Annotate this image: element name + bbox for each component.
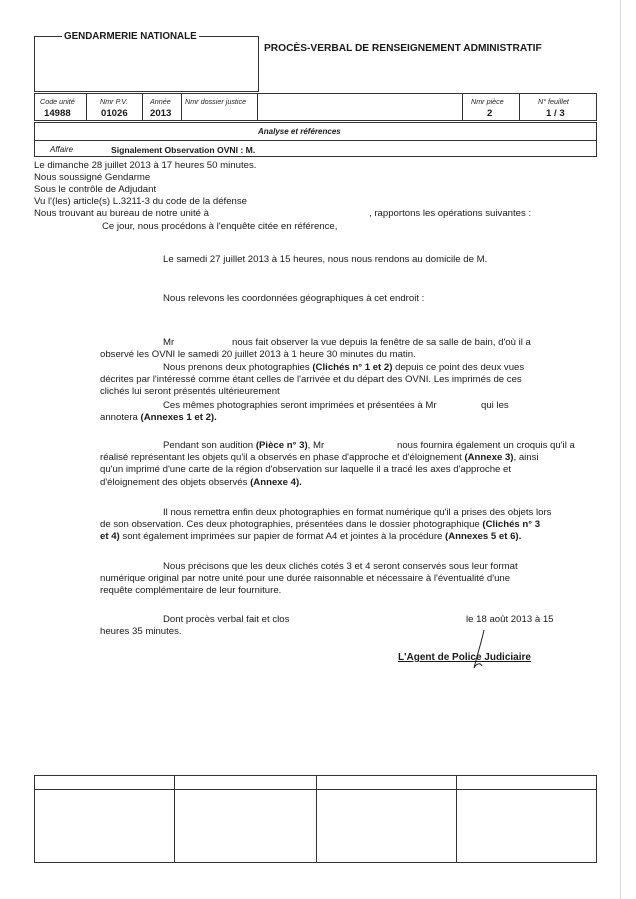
body-paragraph: Nous relevons les coordonnées géographiques à cet endroit : [163, 293, 425, 304]
body-paragraph: décrites par l'intéressé comme étant celles de l'arrivée et du départ des OVNI. Les imprimés de ces [100, 374, 522, 385]
body-paragraph: heures 35 minutes. [100, 626, 182, 637]
scan-edge-line [620, 0, 621, 899]
body-paragraph: d'éloignement des objets observés (Annexe 4). [100, 477, 302, 488]
intro-line: Le dimanche 28 juillet 2013 à 17 heures 50 minutes. [34, 160, 257, 171]
body-paragraph: Ces mêmes photographies seront imprimées et présentées à Mr [163, 400, 437, 411]
body-paragraph: Il nous remettra enfin deux photographies en format numérique qu'il a prises des objets lors [163, 507, 552, 518]
body-paragraph: réalisé représentant les objets qu'il a observés en phase d'approche et d'éloignement (Annexe 3), ainsi [100, 452, 539, 463]
intro-line: Nous trouvant au bureau de notre unité à [34, 208, 209, 219]
annee-value: 2013 [150, 108, 172, 119]
body-paragraph: qu'un imprimé d'une carte de la région d'observation sur laquelle il a tracé les axes d'approche et [100, 464, 512, 475]
piece-value: 2 [487, 108, 493, 119]
intro-line: Nous soussigné Gendarme [34, 172, 151, 183]
body-paragraph: Dont procès verbal fait et clos [163, 614, 290, 625]
affaire-label: Affaire [50, 145, 74, 154]
intro-line: Vu l'(les) article(s) L.3211-3 du code de la défense [34, 196, 248, 207]
body-paragraph: Nous précisons que les deux clichés cotés 3 et 4 seront conservés sous leur format [163, 561, 518, 572]
body-paragraph: de son observation. Ces deux photographies, présentées dans le dossier photographique (Clichés n° 3 [100, 519, 541, 530]
nmr-pv-value: 01026 [101, 108, 128, 119]
body-paragraph: qui les [481, 400, 509, 411]
body-paragraph: nous fournira également un croquis qu'il a [397, 440, 575, 451]
body-paragraph: clichés lui seront présentés ultérieurement [100, 386, 280, 397]
body-paragraph: Mr [163, 337, 175, 348]
field-divider [142, 93, 143, 121]
body-paragraph: requête complémentaire de leur fourniture. [100, 585, 282, 596]
feuillet-value: 1 / 3 [546, 108, 565, 119]
dossier-label: Nmr dossier justice [185, 97, 247, 106]
field-divider [257, 93, 258, 121]
nmr-pv-label: Nmr P.V. [100, 97, 128, 106]
code-unite-label: Code unité [40, 97, 75, 106]
intro-line: , rapportons les opérations suivantes : [369, 208, 532, 219]
affaire-value: Signalement Observation OVNI : M. [111, 144, 256, 155]
body-paragraph: et 4) sont également imprimées sur papier de format A4 et jointes à la procédure (Annexes 5 et 6). [100, 531, 522, 542]
body-paragraph: Le samedi 27 juillet 2013 à 15 heures, nous nous rendons au domicile de M. [163, 254, 488, 265]
document-title: PROCÈS-VERBAL DE RENSEIGNEMENT ADMINISTRATIF [264, 43, 542, 54]
field-divider [86, 93, 87, 121]
intro-line: Sous le contrôle de Adjudant [34, 184, 157, 195]
body-paragraph: le 18 août 2013 à 15 [466, 614, 554, 625]
signature-title: L'Agent de Police Judiciaire [398, 652, 531, 663]
body-paragraph: Nous prenons deux photographies (Clichés n° 1 et 2) depuis ce point des deux vues [163, 362, 525, 373]
feuillet-label: N° feuillet [538, 97, 569, 106]
analyse-label: Analyse et références [258, 127, 341, 136]
body-paragraph: annotera (Annexes 1 et 2). [100, 412, 217, 423]
header-org-box [34, 36, 259, 92]
annee-label: Année [150, 97, 171, 106]
signature-box-rule [34, 789, 597, 790]
body-paragraph: observé les OVNI le samedi 20 juillet 2013 à 1 heure 30 minutes du matin. [100, 349, 416, 360]
body-paragraph: nous fait observer la vue depuis la fenêtre de sa salle de bain, d'où il a [232, 337, 531, 348]
field-divider [519, 93, 520, 121]
field-divider [462, 93, 463, 121]
intro-line: Ce jour, nous procédons à l'enquête citée en référence, [102, 221, 338, 232]
field-divider [181, 93, 182, 121]
body-paragraph: numérique original par notre unité pour une durée raisonnable et nécessaire à l'éventualité d'une [100, 573, 511, 584]
body-paragraph: Pendant son audition (Pièce n° 3), Mr [163, 440, 325, 451]
piece-label: Nmr pièce [471, 97, 504, 106]
code-unite-value: 14988 [44, 108, 71, 119]
org-name: GENDARMERIE NATIONALE [64, 31, 197, 42]
